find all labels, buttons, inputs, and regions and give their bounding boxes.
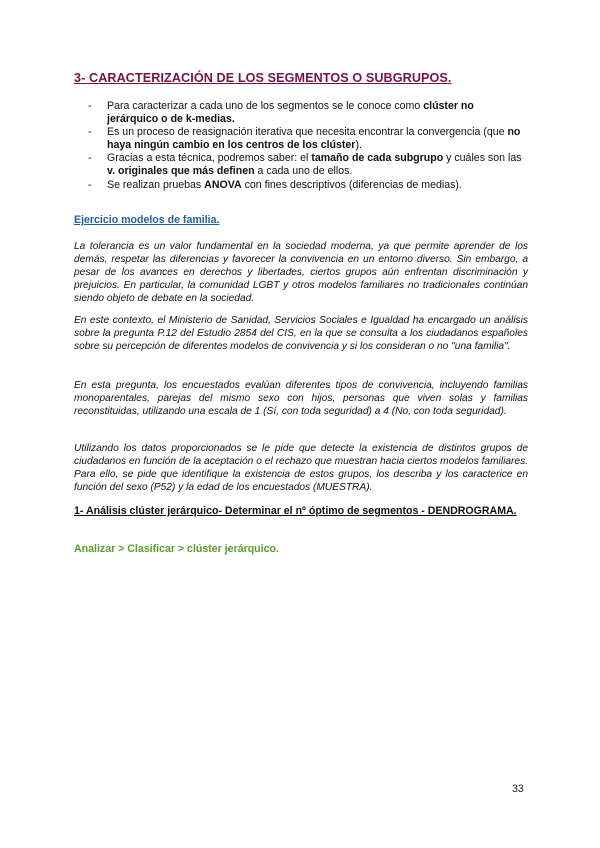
bullet-list <box>88 100 528 192</box>
section-title: 3- CARACTERIZACIÓN DE LOS SEGMENTOS O SUBGRUPOS. <box>74 71 452 85</box>
bullet-text: con fines descriptivos (diferencias de medias). <box>241 178 462 191</box>
task-heading: 1- Análisis clúster jerárquico- Determinar el nº óptimo de segmentos - DENDROGRAMA. <box>74 505 517 517</box>
bullet-item <box>88 126 528 152</box>
exercise-paragraph: La tolerancia es un valor fundamental en la sociedad moderna, ya que permite aprender de los demás, respetar las diferencias y favorecer la convivencia en un entorno diverso. Sin embargo, a pesar de los avances en derechos y libertades, ciertos grupos aún enfrentan discriminación y prejuicios. En particular, la comunidad LGBT y otros modelos familiares no tradicionales continúan siendo objeto de debate en la sociedad. <box>74 241 528 305</box>
exercise-title: Ejercicio modelos de familia. <box>74 214 220 226</box>
bullet-text: Para caracterizar a cada uno de los segmentos se le conoce como <box>107 100 424 112</box>
page-number: 33 <box>512 783 524 795</box>
exercise-paragraph: En esta pregunta, los encuestados evalúan diferentes tipos de convivencia, incluyendo familias monoparentales, parejas del mismo sexo con hijos, personas que viven solas y familias reconstituidas, utilizando una escala de 1 (Sí, con toda seguridad) a 4 (No, con toda seguridad). <box>74 380 528 418</box>
bullet-bold-text: clúster no jerárquico o de k-medias. <box>107 100 474 126</box>
bullet-item <box>88 100 528 126</box>
bullet-item <box>88 152 528 178</box>
bullet-text: a cada uno de ellos. <box>254 165 353 178</box>
bullet-dash: - <box>88 152 92 165</box>
bullet-item <box>88 179 528 192</box>
bullet-dash: - <box>88 178 92 191</box>
bullet-bold-text: no haya ningún cambio en los centros de los clúster <box>107 126 521 152</box>
bullet-text: y cuáles son las <box>443 152 522 165</box>
exercise-paragraph: En este contexto, el Ministerio de Sanidad, Servicios Sociales e Igualdad ha encargado un análisis sobre la pregunta P.12 del Estudio 2854 del CIS, en la que se consulta a los ciudadanos españoles sobre su percepción de diferentes modelos de convivencia y si los consideran o no "una familia". <box>74 315 528 353</box>
bullet-bold-text: tamaño de cada subgrupo <box>311 152 444 165</box>
exercise-paragraph: Utilizando los datos proporcionados se le pide que detecte la existencia de distintos grupos de ciudadanos en función de la aceptación o el rechazo que muestran hacia ciertos modelos familiares. Para ello, se pide que identifique la existencia de estos grupos, los describa y los caracterice en función del sexo (P52) y la edad de los encuestados (MUESTRA). <box>74 443 528 494</box>
bullet-dash: - <box>88 100 92 112</box>
bullet-text: Gracias a esta técnica, podremos saber: el <box>107 152 312 165</box>
bullet-bold-text: v. originales que más definen <box>107 165 255 178</box>
bullet-text: Se realizan pruebas <box>107 178 205 191</box>
bullet-dash: - <box>88 126 92 139</box>
bullet-text: Es un proceso de reasignación iterativa que necesita encontrar la convergencia (que <box>107 126 508 139</box>
menu-path: Analizar > Clasificar > clúster jerárquico. <box>74 543 279 555</box>
bullet-bold-text: ANOVA <box>204 178 242 191</box>
bullet-text: ). <box>355 139 362 152</box>
